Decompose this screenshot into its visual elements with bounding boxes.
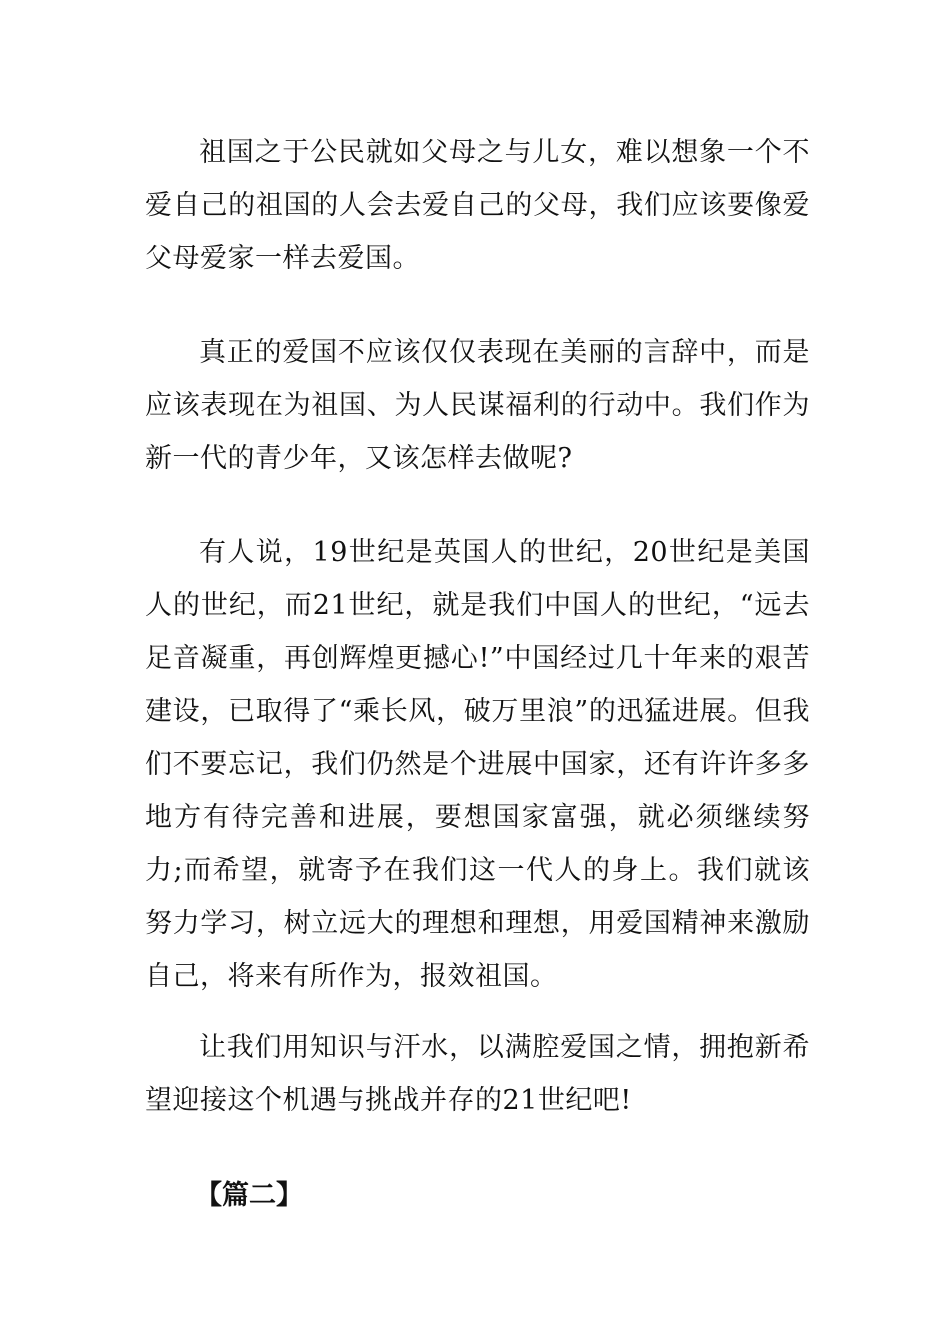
paragraph-1: 祖国之于公民就如父母之与儿女，难以想象一个不爱自己的祖国的人会去爱自己的父母，我们应该要像爱父母爱家一样去爱国。: [145, 137, 810, 274]
paragraph-4: 让我们用知识与汗水，以满腔爱国之情，拥抱新希望迎接这个机遇与挑战并存的21世纪吧!: [145, 1032, 810, 1116]
section-heading: 【篇二】: [195, 1180, 303, 1211]
paragraph-2: 真正的爱国不应该仅仅表现在美丽的言辞中，而是应该表现在为祖国、为人民谋福利的行动中。我们作为新一代的青少年，又该怎样去做呢?: [145, 337, 810, 474]
paragraph-3: 有人说，19世纪是英国人的世纪，20世纪是美国人的世纪，而21世纪，就是我们中国人的世纪，“远去足音凝重，再创辉煌更撼心!”中国经过几十年来的艰苦建设，已取得了“乘长风，破万里浪”的迅猛进展。但我们不要忘记，我们仍然是个进展中国家，还有许许多多地方有待完善和进展，要想国家富强，就必须继续努力;而希望，就寄予在我们这一代人的身上。我们就该努力学习，树立远大的理想和理想，用爱国精神来激励自己，将来有所作为，报效祖国。: [145, 537, 810, 992]
